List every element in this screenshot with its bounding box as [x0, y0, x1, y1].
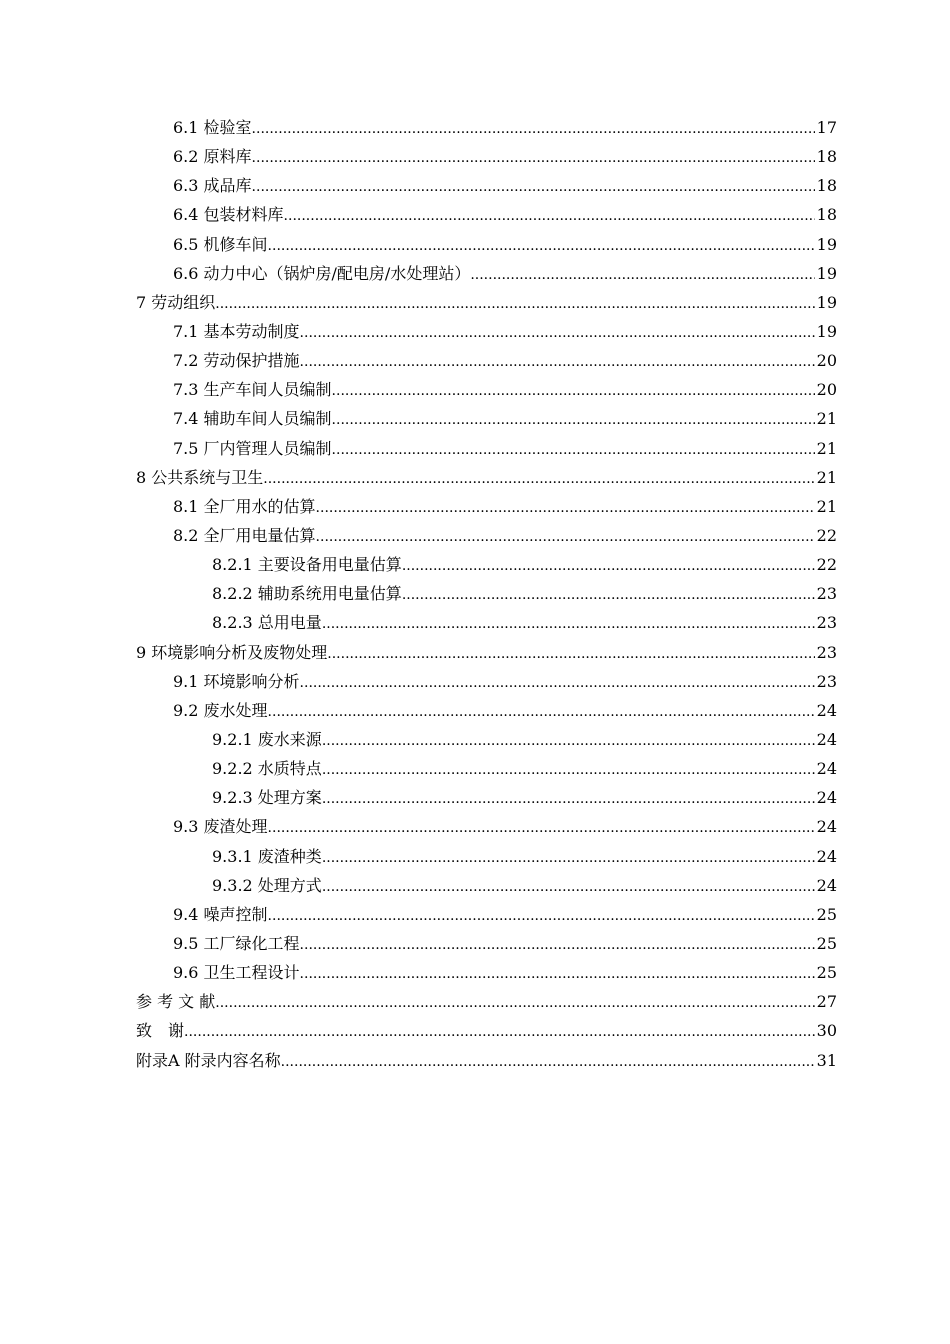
toc-entry[interactable] — [136, 113, 837, 142]
toc-entry[interactable] — [136, 550, 837, 579]
toc-entry[interactable] — [136, 754, 837, 783]
toc-entry-title: 附录A 附录内容名称 — [136, 1050, 281, 1070]
toc-entry-page-number: 21 — [816, 409, 837, 429]
toc-dot-leader — [284, 202, 815, 229]
toc-entry-page-number: 21 — [816, 467, 837, 487]
toc-dot-leader — [281, 1048, 815, 1075]
toc-entry-page-number: 31 — [816, 1050, 837, 1070]
toc-entry-title: 9.5 工厂绿化工程 — [173, 933, 300, 953]
toc-entry[interactable] — [136, 1046, 837, 1075]
toc-entry-page-number: 18 — [816, 205, 837, 225]
toc-entry[interactable] — [136, 375, 837, 404]
toc-entry[interactable] — [136, 638, 837, 667]
toc-entry[interactable] — [136, 929, 837, 958]
toc-entry[interactable] — [136, 404, 837, 433]
toc-entry[interactable] — [136, 521, 837, 550]
toc-entry-title: 9.2.2 水质特点 — [212, 759, 322, 779]
toc-entry[interactable] — [136, 259, 837, 288]
toc-dot-leader — [300, 669, 815, 696]
toc-entry-page-number: 24 — [816, 817, 837, 837]
toc-dot-leader — [215, 989, 814, 1016]
toc-entry-page-number: 30 — [816, 1021, 837, 1041]
toc-entry-title: 8.2.2 辅助系统用电量估算 — [212, 584, 402, 604]
toc-entry-title: 9 环境影响分析及废物处理 — [136, 642, 328, 662]
toc-entry-page-number: 25 — [816, 904, 837, 924]
toc-entry-title: 8 公共系统与卫生 — [136, 467, 264, 487]
toc-dot-leader — [252, 144, 815, 171]
toc-dot-leader — [215, 290, 814, 317]
toc-entry-title: 6.5 机修车间 — [173, 234, 268, 254]
toc-entry-page-number: 23 — [816, 584, 837, 604]
toc-dot-leader — [322, 844, 815, 871]
toc-dot-leader — [300, 319, 815, 346]
toc-dot-leader — [322, 610, 815, 637]
toc-entry-page-number: 24 — [816, 700, 837, 720]
toc-entry[interactable] — [136, 579, 837, 608]
toc-entry-title: 8.2 全厂用电量估算 — [173, 525, 316, 545]
toc-entry-title: 7 劳动组织 — [136, 292, 216, 312]
toc-entry-title: 6.2 原料库 — [173, 147, 252, 167]
toc-entry-title: 9.3 废渣处理 — [173, 817, 268, 837]
toc-entry-title: 6.3 成品库 — [173, 176, 252, 196]
toc-entry-page-number: 22 — [816, 525, 837, 545]
toc-entry[interactable] — [136, 608, 837, 637]
toc-dot-leader — [184, 1018, 815, 1045]
toc-dot-leader — [322, 727, 815, 754]
toc-entry[interactable] — [136, 142, 837, 171]
toc-entry-page-number: 24 — [816, 846, 837, 866]
toc-dot-leader — [322, 785, 815, 812]
toc-entry[interactable] — [136, 871, 837, 900]
toc-dot-leader — [252, 173, 815, 200]
toc-entry-page-number: 24 — [816, 875, 837, 895]
toc-entry-page-number: 19 — [816, 292, 837, 312]
toc-entry-page-number: 19 — [816, 263, 837, 283]
toc-entry-title: 9.1 环境影响分析 — [173, 671, 300, 691]
toc-entry-page-number: 21 — [816, 438, 837, 458]
toc-entry-page-number: 23 — [816, 671, 837, 691]
toc-entry[interactable] — [136, 667, 837, 696]
toc-entry[interactable] — [136, 987, 837, 1016]
toc-entry[interactable] — [136, 783, 837, 812]
toc-entry-title: 6.6 动力中心（锅炉房/配电房/水处理站） — [173, 263, 471, 283]
toc-entry[interactable] — [136, 696, 837, 725]
toc-entry-title: 7.4 辅助车间人员编制 — [173, 409, 332, 429]
toc-entry[interactable] — [136, 958, 837, 987]
table-of-contents — [136, 113, 837, 1075]
toc-dot-leader — [402, 581, 815, 608]
toc-entry[interactable] — [136, 725, 837, 754]
toc-entry[interactable] — [136, 463, 837, 492]
toc-entry-page-number: 17 — [816, 118, 837, 137]
toc-dot-leader — [332, 436, 815, 463]
toc-entry[interactable] — [136, 346, 837, 375]
toc-entry-title: 9.2.3 处理方案 — [212, 788, 322, 808]
toc-entry-title: 6.1 检验室 — [173, 118, 252, 137]
toc-entry-title: 9.3.2 处理方式 — [212, 875, 322, 895]
toc-entry-page-number: 27 — [816, 992, 837, 1012]
toc-dot-leader — [268, 232, 815, 259]
toc-dot-leader — [322, 873, 815, 900]
toc-entry-page-number: 23 — [816, 613, 837, 633]
toc-dot-leader — [402, 552, 815, 579]
toc-dot-leader — [322, 756, 815, 783]
toc-dot-leader — [332, 377, 815, 404]
toc-entry-title: 8.2.3 总用电量 — [212, 613, 322, 633]
toc-entry-page-number: 25 — [816, 933, 837, 953]
toc-entry[interactable] — [136, 842, 837, 871]
toc-entry-page-number: 19 — [816, 321, 837, 341]
toc-entry-page-number: 25 — [816, 963, 837, 983]
toc-entry-title: 7.2 劳动保护措施 — [173, 351, 300, 371]
toc-entry-title: 9.6 卫生工程设计 — [173, 963, 300, 983]
toc-entry-page-number: 23 — [816, 642, 837, 662]
toc-entry-title: 8.1 全厂用水的估算 — [173, 496, 316, 516]
toc-entry-page-number: 20 — [816, 380, 837, 400]
toc-entry[interactable] — [136, 1016, 837, 1045]
toc-entry-title: 7.3 生产车间人员编制 — [173, 380, 332, 400]
toc-dot-leader — [470, 261, 814, 288]
toc-dot-leader — [300, 348, 815, 375]
toc-entry-page-number: 22 — [816, 555, 837, 575]
toc-dot-leader — [332, 406, 815, 433]
toc-dot-leader — [263, 465, 814, 492]
toc-entry[interactable] — [136, 492, 837, 521]
toc-entry-page-number: 18 — [816, 176, 837, 196]
toc-dot-leader — [300, 960, 815, 987]
toc-entry-page-number: 24 — [816, 759, 837, 779]
toc-entry-page-number: 20 — [816, 351, 837, 371]
toc-entry[interactable] — [136, 288, 837, 317]
toc-dot-leader — [316, 523, 815, 550]
toc-entry-page-number: 24 — [816, 788, 837, 808]
toc-entry-title: 7.1 基本劳动制度 — [173, 321, 300, 341]
toc-dot-leader — [316, 494, 815, 521]
toc-entry[interactable] — [136, 434, 837, 463]
toc-entry-page-number: 18 — [816, 147, 837, 167]
toc-entry-title: 致 谢 — [136, 1021, 185, 1041]
toc-entry[interactable] — [136, 317, 837, 346]
toc-dot-leader — [300, 931, 815, 958]
toc-entry[interactable] — [136, 230, 837, 259]
toc-dot-leader — [252, 115, 815, 142]
toc-entry[interactable] — [136, 812, 837, 841]
toc-dot-leader — [268, 814, 815, 841]
toc-entry[interactable] — [136, 900, 837, 929]
toc-entry-page-number: 21 — [816, 496, 837, 516]
toc-dot-leader — [268, 698, 815, 725]
toc-entry-title: 8.2.1 主要设备用电量估算 — [212, 555, 402, 575]
toc-entry-title: 9.4 噪声控制 — [173, 904, 268, 924]
toc-entry-title: 9.3.1 废渣种类 — [212, 846, 322, 866]
toc-entry-page-number: 19 — [816, 234, 837, 254]
toc-entry-title: 6.4 包装材料库 — [173, 205, 284, 225]
toc-entry[interactable] — [136, 200, 837, 229]
toc-entry-title: 参 考 文 献 — [136, 992, 216, 1012]
toc-entry-page-number: 24 — [816, 729, 837, 749]
toc-entry-title: 9.2.1 废水来源 — [212, 729, 322, 749]
toc-entry[interactable] — [136, 171, 837, 200]
toc-entry-title: 9.2 废水处理 — [173, 700, 268, 720]
toc-dot-leader — [327, 640, 814, 667]
toc-dot-leader — [268, 902, 815, 929]
toc-entry-title: 7.5 厂内管理人员编制 — [173, 438, 332, 458]
